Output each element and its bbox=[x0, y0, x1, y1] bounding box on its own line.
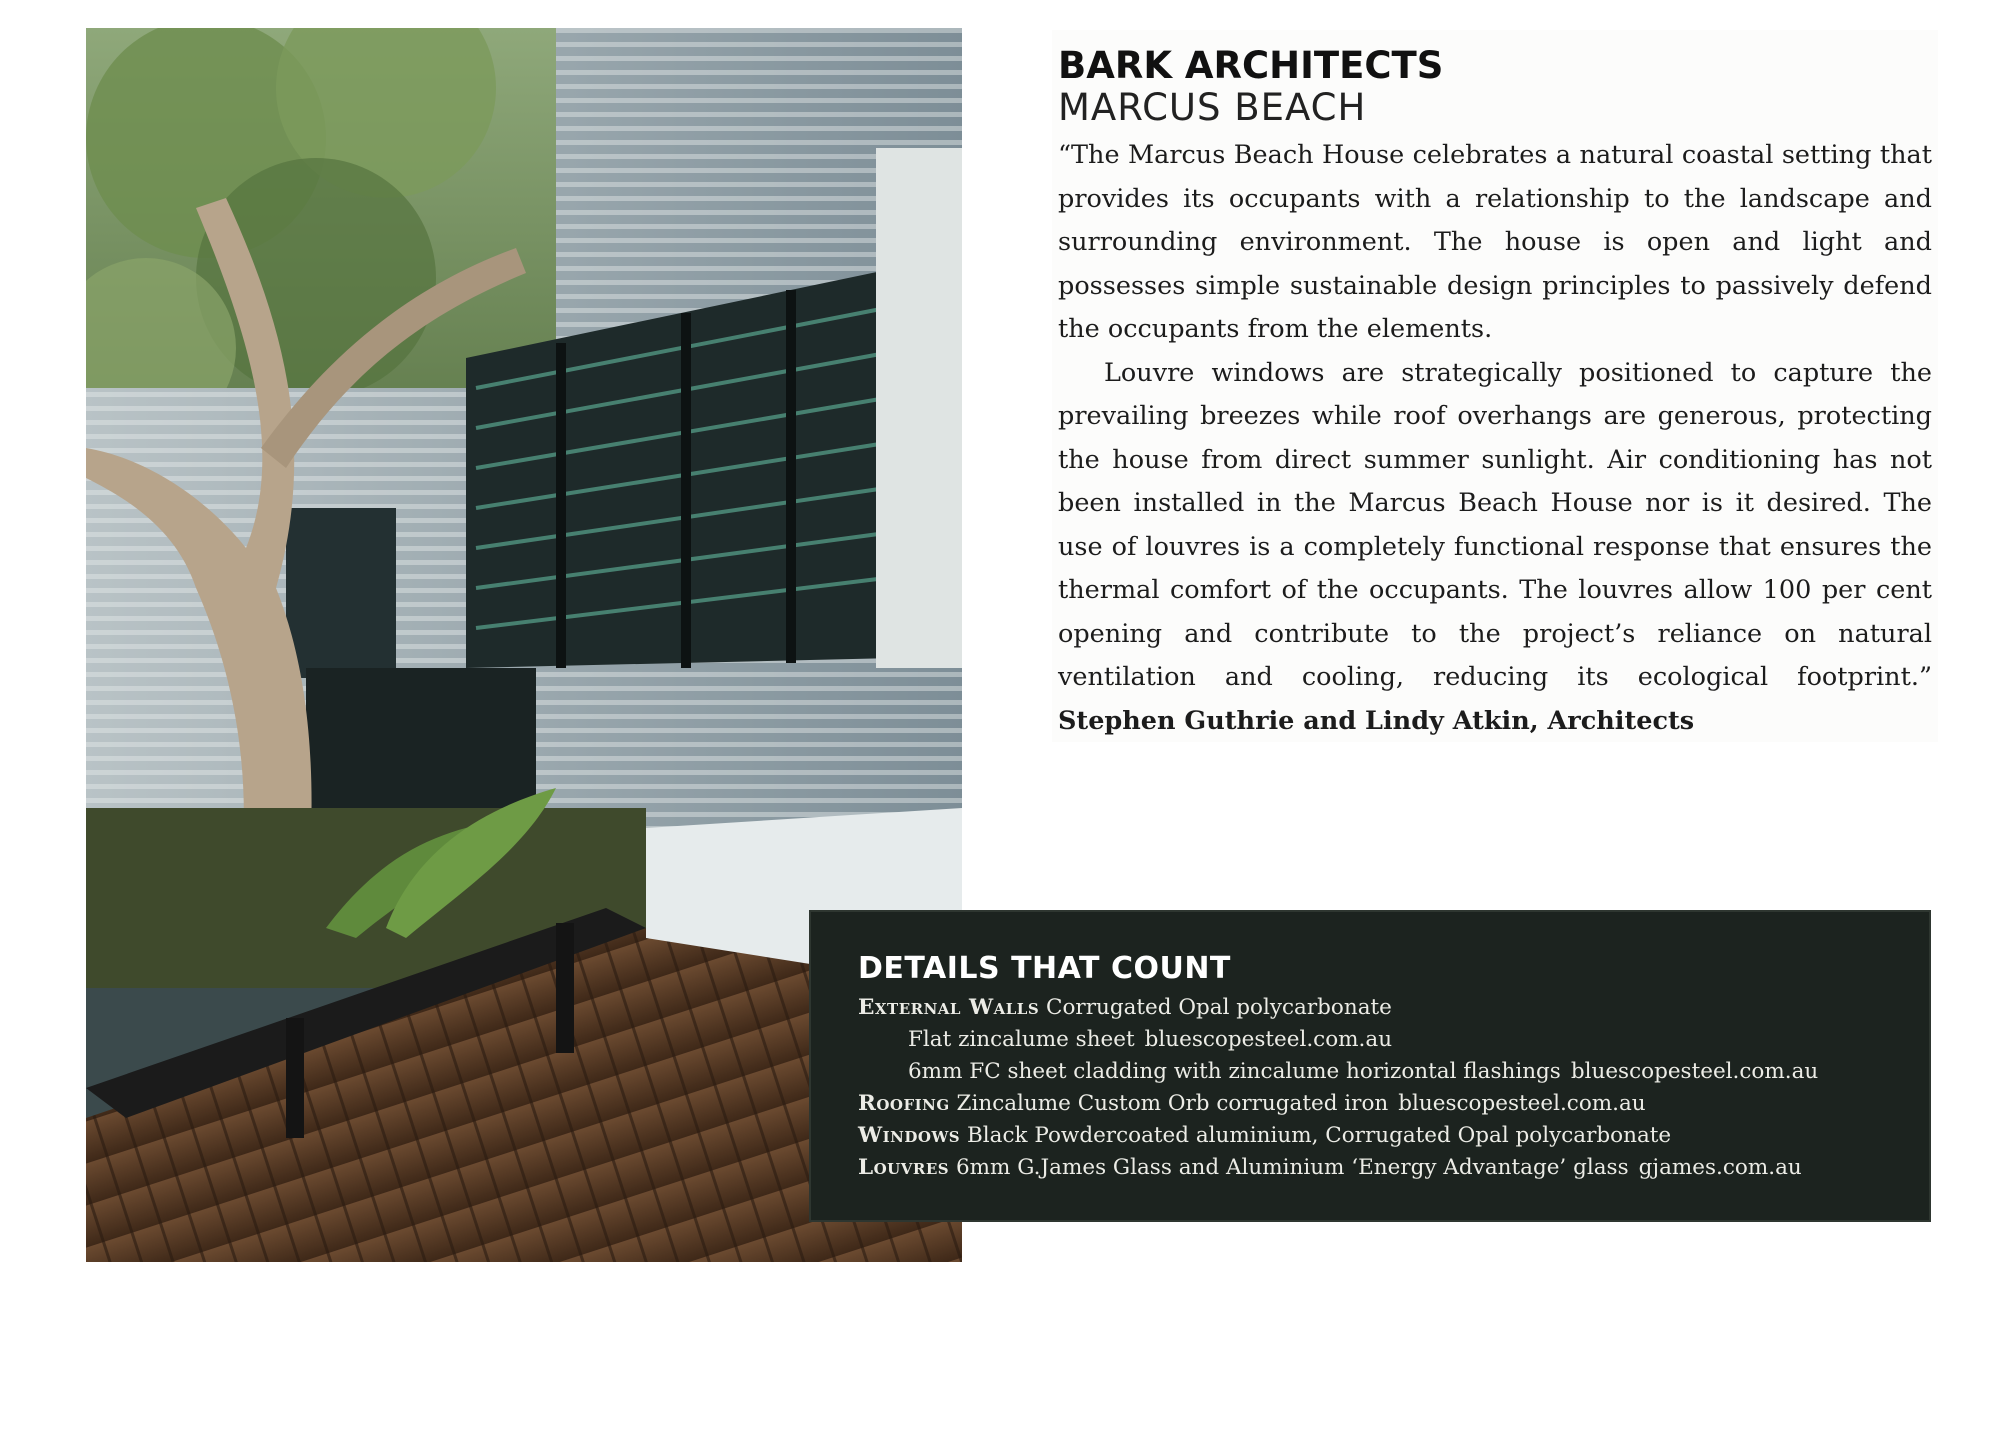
details-label: Roofing bbox=[858, 1091, 950, 1116]
details-box bbox=[809, 910, 1931, 1222]
details-row-fc-sheet bbox=[858, 1056, 1889, 1088]
details-row-flat-sheet bbox=[858, 1024, 1889, 1056]
details-url: bluescopesteel.com.au bbox=[1398, 1091, 1646, 1116]
project-name: MARCUS BEACH bbox=[1058, 86, 1367, 129]
article bbox=[1052, 30, 1938, 742]
article-paragraph-2 bbox=[1058, 352, 1932, 744]
details-text: Black Powdercoated aluminium, Corrugated Opal polycarbonate bbox=[966, 1123, 1672, 1148]
details-text: 6mm G.James Glass and Aluminium ‘Energy Advantage’ glass bbox=[955, 1155, 1629, 1180]
details-url: gjames.com.au bbox=[1638, 1155, 1802, 1180]
details-row-windows bbox=[858, 1120, 1889, 1152]
details-label: Windows bbox=[858, 1123, 961, 1148]
details-text: 6mm FC sheet cladding with zincalume horizontal flashings bbox=[908, 1059, 1561, 1084]
details-label: Louvres bbox=[858, 1155, 950, 1180]
details-text: Zincalume Custom Orb corrugated iron bbox=[956, 1091, 1389, 1116]
details-row-external-walls bbox=[858, 992, 1889, 1024]
architect-name: BARK ARCHITECTS bbox=[1058, 44, 1444, 87]
architect-credit: Stephen Guthrie and Lindy Atkin, Architects bbox=[1058, 705, 1695, 736]
article-paragraph-2-text: Louvre windows are strategically positioned to capture the prevailing breezes while roof overhangs are generous, protecting the house from direct summer sunlight. Air conditioning has not been installed in the Marcus Beach House nor is it desired. The use of louvres is a completely functional response that ensures the thermal comfort of the occupants. The louvres allow 100 per cent opening and contribute to the project’s reliance on natural ventilation and cooling, reducing its ecological footprint.” bbox=[1058, 357, 1932, 692]
details-row-louvres bbox=[858, 1152, 1889, 1184]
details-url: bluescopesteel.com.au bbox=[1144, 1027, 1393, 1052]
details-text: Corrugated Opal polycarbonate bbox=[1046, 995, 1392, 1020]
details-label: External Walls bbox=[858, 995, 1040, 1020]
details-text: Flat zincalume sheet bbox=[908, 1027, 1135, 1052]
article-paragraph-1: “The Marcus Beach House celebrates a natural coastal setting that provides its occupants with a relationship to the landscape and surrounding environment. The house is open and light and possesses simple sustainable design principles to passively defend the occupants from the elements. bbox=[1058, 140, 1932, 344]
details-title: DETAILS THAT COUNT bbox=[858, 951, 1231, 986]
details-row-roofing bbox=[858, 1088, 1889, 1120]
details-url: bluescopesteel.com.au bbox=[1570, 1059, 1819, 1084]
